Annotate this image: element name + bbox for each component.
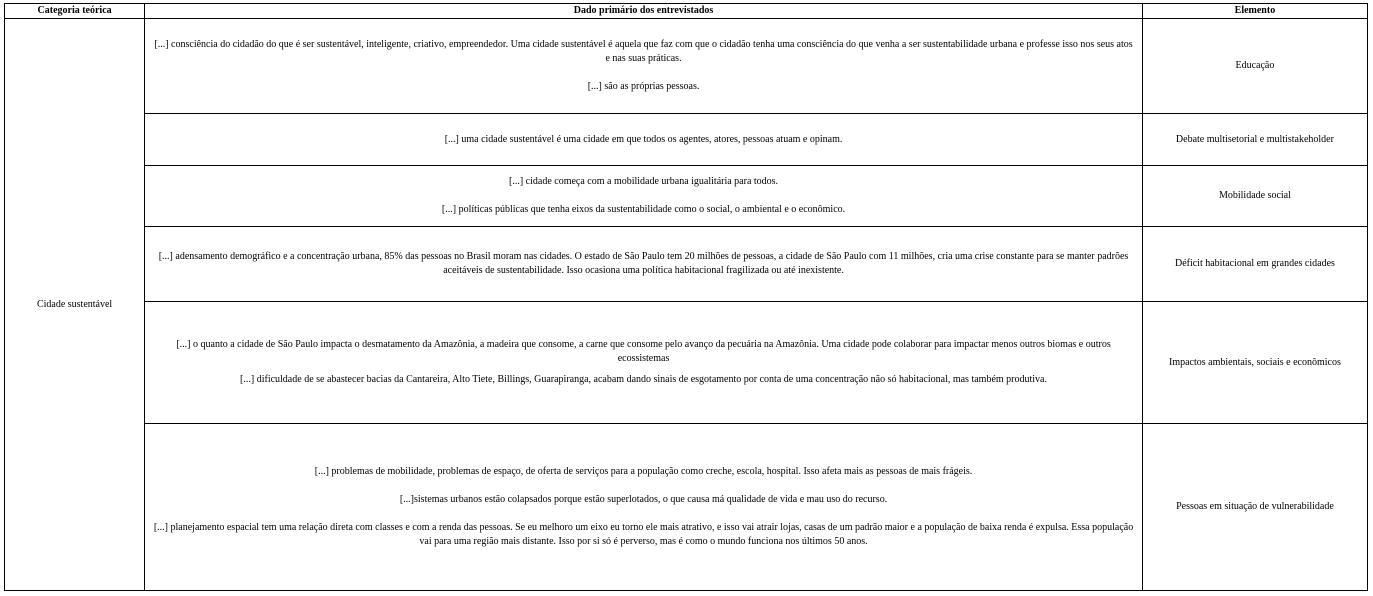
- quote-text: [...] o quanto a cidade de São Paulo impacta o desmatamento da Amazônia, a madeira que consome, a carne que consome pelo avanço da pecuária na Amazônia. Uma cidade pode colaborar para impactar menos outros biomas e outros ecossistemas: [176, 339, 1111, 364]
- quote-text: [...] dificuldade de se abastecer bacias da Cantareira, Alto Tiete, Billings, Guarapiranga, acabam dando sinais de esgotamento por conta de uma concentração não só habitacional, mas também produtiva.: [240, 374, 1047, 385]
- quote-text: [...] adensamento demográfico e a concentração urbana, 85% das pessoas no Brasil moram nas cidades. O estado de São Paulo tem 20 milhões de pessoas, a cidade de São Paulo com 11 milhões, cria uma crise constante para se manter padrões aceitáveis de sustentabilidade. Isso ocasiona uma política habitacional fragilizada ou até inexistente.: [158, 251, 1129, 276]
- table-row: [5, 424, 1368, 591]
- elemento-cell: Impactos ambientais, sociais e econômicos: [1142, 302, 1367, 424]
- quote-text: [...] políticas públicas que tenha eixos da sustentabilidade como o social, o ambiental e o econômico.: [441, 204, 846, 215]
- quote-text: [...]sistemas urbanos estão colapsados porque estão superlotados, o que causa má qualidade de vida e mau uso do recurso.: [399, 494, 888, 505]
- elemento-cell: Debate multisetorial e multistakeholder: [1142, 114, 1367, 166]
- table-row: [5, 302, 1368, 424]
- elemento-cell: Pessoas em situação de vulnerabilidade: [1142, 424, 1367, 591]
- table-row: [5, 19, 1368, 114]
- header-elemento: Elemento: [1142, 4, 1367, 19]
- quote-cell: [145, 166, 1143, 227]
- quote-text: [...] cidade começa com a mobilidade urbana igualitária para todos.: [509, 176, 779, 187]
- quote-cell: [145, 424, 1143, 591]
- header-dado: Dado primário dos entrevistados: [145, 4, 1143, 19]
- quote-text: [...] uma cidade sustentável é uma cidade em que todos os agentes, atores, pessoas atuam e opinam.: [444, 133, 843, 145]
- qualitative-table: [4, 3, 1368, 591]
- elemento-cell: Déficit habitacional em grandes cidades: [1142, 227, 1367, 302]
- quote-text: [...] consciência do cidadão do que é ser sustentável, inteligente, criativo, empreendedor. Uma cidade sustentável é aquela que faz com que o cidadão tenha uma consciência do que venha a ser sustentabilidade urbana e professe isso nos seus atos e nas suas práticas.: [154, 39, 1133, 64]
- header-row: [5, 4, 1368, 19]
- elemento-cell: Mobilidade social: [1142, 166, 1367, 227]
- header-categoria: Categoria teórica: [5, 4, 145, 19]
- table-row: [5, 166, 1368, 227]
- quote-text: [...] são as próprias pessoas.: [587, 81, 700, 92]
- quote-cell: [145, 302, 1143, 424]
- quote-text: [...] planejamento espacial tem uma relação direta com classes e com a renda das pessoas. Se eu melhoro um eixo eu torno ele mais atrativo, e isso vai atrair lojas, casas de um padrão maior e a população de baixa renda é expulsa. Essa população vai para uma região mais distante. Isso por si só é perverso, mas é como o mundo funciona nos últimos 50 anos.: [153, 522, 1134, 547]
- table-row: [5, 114, 1368, 166]
- categoria-cell: Cidade sustentável: [5, 19, 145, 591]
- quote-cell: [145, 114, 1143, 166]
- quote-cell: [145, 227, 1143, 302]
- quote-text: [...] problemas de mobilidade, problemas de espaço, de oferta de serviços para a população como creche, escola, hospital. Isso afeta mais as pessoas de mais frágeis.: [314, 466, 973, 477]
- elemento-cell: Educação: [1142, 19, 1367, 114]
- table-row: [5, 227, 1368, 302]
- quote-cell: [145, 19, 1143, 114]
